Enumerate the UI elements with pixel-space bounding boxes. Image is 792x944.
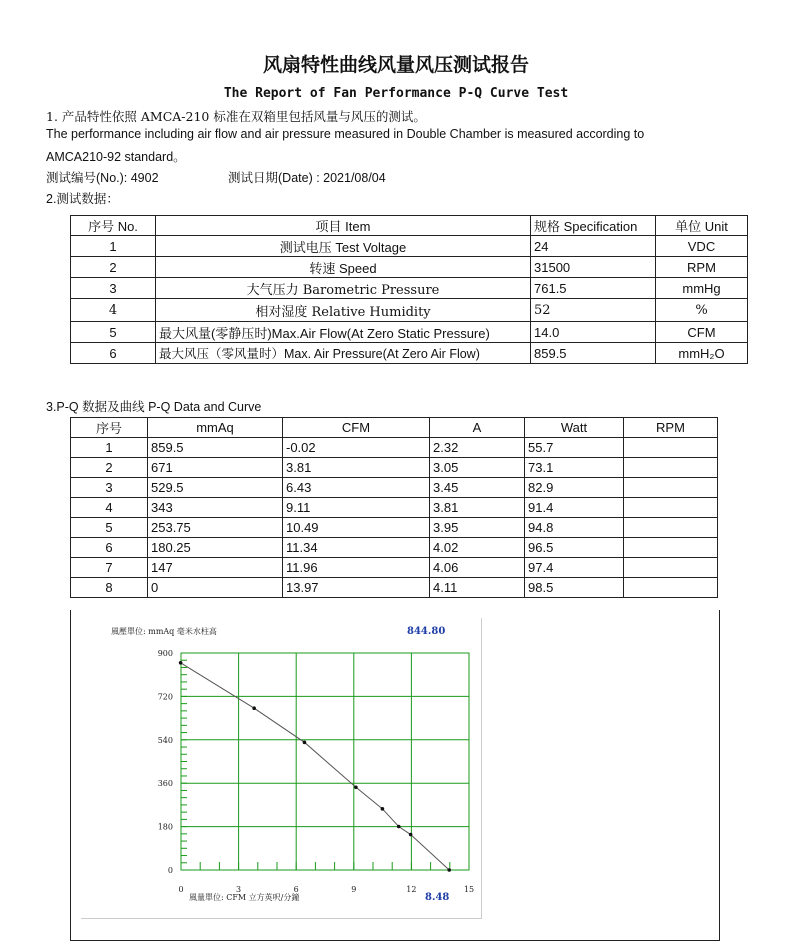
pq-row (71, 578, 718, 598)
section-2-heading: 2.测试数据： (46, 192, 119, 206)
pq-rpm (624, 518, 718, 538)
pq-table-body (71, 438, 718, 598)
pq-rpm (624, 498, 718, 518)
spec-value: 14.0 (531, 322, 656, 343)
pq-watt: 82.9 (525, 478, 624, 498)
spec-unit: VDC (656, 236, 748, 257)
spec-no: 5 (71, 322, 156, 343)
report-title-cn: 风扇特性曲线风量风压测试报告 (262, 54, 529, 76)
pq-header-mmaq: mmAq (148, 418, 283, 438)
test-number: 测试编号(No.): 4902 (46, 171, 159, 185)
pq-data-point (381, 807, 385, 811)
pq-header-index: 序号 (71, 418, 148, 438)
x-tick-label: 3 (236, 885, 242, 894)
pq-mmaq: 253.75 (148, 518, 283, 538)
test-date: 测试日期(Date) : 2021/08/04 (228, 171, 386, 185)
pq-data-table (70, 417, 718, 598)
pq-rpm (624, 558, 718, 578)
plot-area-border (181, 653, 469, 870)
pq-row (71, 518, 718, 538)
spec-unit: RPM (656, 257, 748, 278)
spec-header-unit: 单位 Unit (656, 216, 748, 236)
pq-cfm: 9.11 (283, 498, 430, 518)
standard-note-en-2: AMCA210-92 standard。 (46, 150, 186, 164)
pq-amp: 3.45 (430, 478, 525, 498)
pq-amp: 4.11 (430, 578, 525, 598)
pq-amp: 2.32 (430, 438, 525, 458)
spec-item: 相对湿度 Relative Humidity (156, 299, 531, 322)
spec-header-item: 项目 Item (156, 216, 531, 236)
pq-index: 4 (71, 498, 148, 518)
pq-data-point (179, 661, 183, 665)
chart-ylabel: 風壓單位: mmAq 毫米水柱高 (111, 627, 217, 636)
spec-value: 31500 (531, 257, 656, 278)
spec-unit: mmH₂O (656, 343, 748, 364)
spec-item: 大气压力 Barometric Pressure (156, 278, 531, 299)
pq-amp: 3.81 (430, 498, 525, 518)
x-tick-label: 9 (351, 885, 357, 894)
standard-note-en-1: The performance including air flow and air pressure measured in Double Chamber is measured according to (46, 127, 645, 141)
pq-row (71, 458, 718, 478)
pq-data-point (252, 706, 256, 710)
pq-curve-line (181, 663, 450, 870)
pq-amp: 3.95 (430, 518, 525, 538)
pq-index: 2 (71, 458, 148, 478)
pq-cfm: 10.49 (283, 518, 430, 538)
pq-header-cfm: CFM (283, 418, 430, 438)
pq-index: 3 (71, 478, 148, 498)
pq-index: 7 (71, 558, 148, 578)
pq-watt: 96.5 (525, 538, 624, 558)
pq-rpm (624, 578, 718, 598)
spec-value: 761.5 (531, 278, 656, 299)
pq-rpm (624, 438, 718, 458)
pq-watt: 55.7 (525, 438, 624, 458)
pq-rpm (624, 478, 718, 498)
pq-watt: 94.8 (525, 518, 624, 538)
spec-header-row (71, 216, 748, 236)
spec-no: 1 (71, 236, 156, 257)
pq-data-point (409, 833, 413, 837)
report-title-en: The Report of Fan Performance P-Q Curve Test (223, 86, 569, 101)
pq-index: 1 (71, 438, 148, 458)
spec-row (71, 343, 748, 364)
pq-mmaq: 0 (148, 578, 283, 598)
pq-rpm (624, 538, 718, 558)
spec-header-spec: 规格 Specification (531, 216, 656, 236)
pq-header-amp: A (430, 418, 525, 438)
pq-cfm: -0.02 (283, 438, 430, 458)
spec-header-no: 序号 No. (71, 216, 156, 236)
spec-value: 24 (531, 236, 656, 257)
spec-row (71, 322, 748, 343)
spec-item: 最大风压（零风量时）Max. Air Pressure(At Zero Air Flow) (156, 343, 531, 364)
pq-watt: 97.4 (525, 558, 624, 578)
standard-note-cn: 1. 产品特性依照 AMCA-210 标准在双箱里包括风量与风压的测试。 (46, 109, 426, 124)
pq-cfm: 13.97 (283, 578, 430, 598)
pq-data-point (303, 741, 307, 745)
section-3-heading: 3.P-Q 数据及曲线 P-Q Data and Curve (46, 400, 262, 414)
pq-data-point (397, 825, 401, 829)
spec-no: 6 (71, 343, 156, 364)
pq-watt: 73.1 (525, 458, 624, 478)
spec-item: 最大风量(零静压时)Max.Air Flow(At Zero Static Pressure) (156, 322, 531, 343)
pq-watt: 98.5 (525, 578, 624, 598)
pq-row (71, 558, 718, 578)
spec-unit: mmHg (656, 278, 748, 299)
pq-row (71, 498, 718, 518)
pq-row (71, 478, 718, 498)
spec-no: 2 (71, 257, 156, 278)
spec-unit: CFM (656, 322, 748, 343)
spec-unit: % (656, 299, 748, 322)
pq-amp: 3.05 (430, 458, 525, 478)
x-tick-label: 0 (178, 885, 184, 894)
pq-index: 5 (71, 518, 148, 538)
y-tick-label: 0 (167, 866, 173, 875)
y-tick-label: 720 (157, 692, 173, 702)
pq-rpm (624, 458, 718, 478)
pq-header-watt: Watt (525, 418, 624, 438)
pq-mmaq: 529.5 (148, 478, 283, 498)
pq-cfm: 11.34 (283, 538, 430, 558)
spec-value: 859.5 (531, 343, 656, 364)
x-tick-label: 15 (463, 885, 475, 894)
pq-amp: 4.06 (430, 558, 525, 578)
pq-watt: 91.4 (525, 498, 624, 518)
x-tick-label: 12 (406, 885, 417, 894)
spec-row (71, 236, 748, 257)
pq-cfm: 11.96 (283, 558, 430, 578)
chart-xlabel: 風量單位: CFM 立方英呎/分鐘 (189, 893, 300, 902)
spec-table (70, 215, 748, 364)
pq-data-point (447, 868, 451, 872)
pq-row (71, 438, 718, 458)
pq-cfm: 3.81 (283, 458, 430, 478)
spec-row (71, 257, 748, 278)
spec-value: 52 (531, 299, 656, 322)
spec-row (71, 299, 748, 322)
pq-cfm: 6.43 (283, 478, 430, 498)
spec-row (71, 278, 748, 299)
pq-amp: 4.02 (430, 538, 525, 558)
pq-mmaq: 671 (148, 458, 283, 478)
pq-data-point (354, 785, 358, 789)
pq-index: 6 (71, 538, 148, 558)
y-tick-label: 540 (157, 735, 173, 745)
chart-x-readout: 8.48 (425, 892, 450, 903)
y-tick-label: 900 (157, 649, 173, 658)
pq-header-row (71, 418, 718, 438)
pq-chart-panel (81, 618, 482, 919)
pq-row (71, 538, 718, 558)
pq-mmaq: 343 (148, 498, 283, 518)
spec-no: 4 (71, 299, 156, 322)
pq-mmaq: 147 (148, 558, 283, 578)
pq-index: 8 (71, 578, 148, 598)
y-tick-label: 180 (157, 822, 173, 832)
x-tick-label: 6 (293, 885, 299, 894)
pq-header-rpm: RPM (624, 418, 718, 438)
spec-no: 3 (71, 278, 156, 299)
pq-curve-chart (81, 618, 481, 918)
pq-mmaq: 859.5 (148, 438, 283, 458)
spec-item: 测试电压 Test Voltage (156, 236, 531, 257)
chart-y-readout: 844.80 (407, 626, 446, 637)
chart-frame (70, 610, 720, 941)
y-tick-label: 360 (157, 779, 173, 789)
pq-mmaq: 180.25 (148, 538, 283, 558)
spec-item: 转速 Speed (156, 257, 531, 278)
